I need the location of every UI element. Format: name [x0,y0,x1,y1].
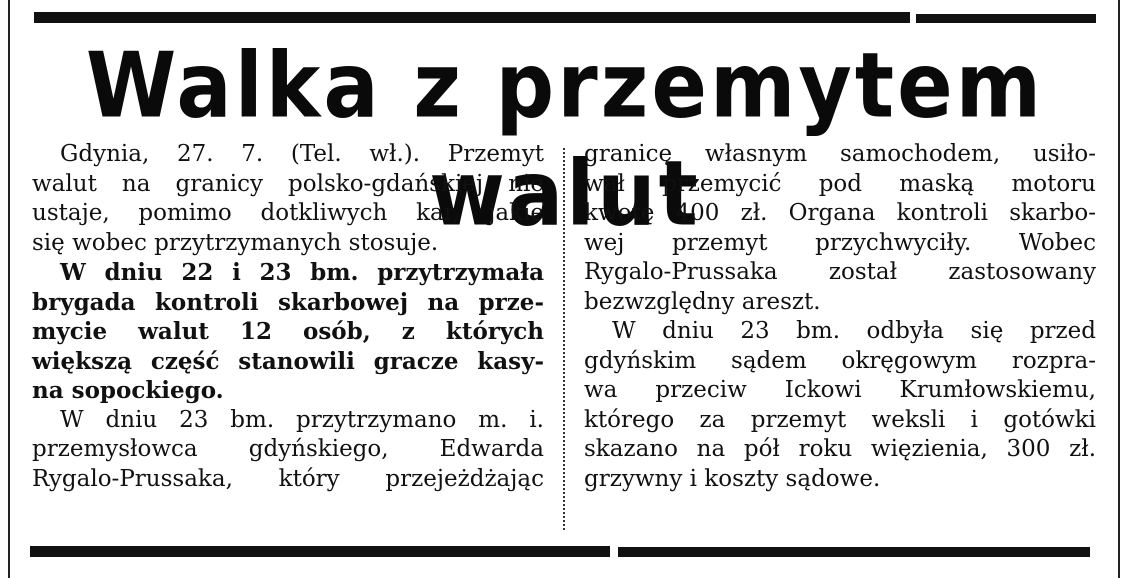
text-line: mycie walut 12 osób, z których [32,318,544,345]
text-line: ustaje, pomimo dotkliwych kar, jakie [32,200,544,226]
text-line: wa przeciw Ickowi Krumłowskiemu, [584,377,1096,403]
top-rule [34,12,910,23]
text-line: większą część stanowili gracze kasy- [32,347,544,375]
left-column [32,140,544,494]
text-line: gdyńskim sądem okręgowym rozpra- [584,347,1096,374]
text-line: brygada kontroli skarbowej na prze- [32,288,544,316]
paragraph-4 [584,140,1096,317]
text-line: na sopockiego. [32,377,224,404]
text-line: wej przemyt przychwyciły. Wobec [584,229,1096,256]
text-line: skazano na pół roku więzienia, 300 zł. [584,436,1096,462]
text-line: bezwzględny areszt. [584,288,821,315]
text-line: granicę własnym samochodem, usiło- [584,141,1096,167]
bottom-rule-right [618,547,1090,557]
top-rule-short [916,14,1096,23]
text-line: wał przemycić pod maską motoru [584,170,1096,197]
paragraph-3 [32,406,544,495]
right-column [584,140,1096,494]
text-line: się wobec przytrzymanych stosuje. [32,229,439,256]
text-line: W dniu 23 bm. przytrzymano m. i. [60,406,544,433]
headline: Walka z przemytem walut [85,34,1045,247]
paragraph-1 [32,140,544,258]
right-border-line [1118,0,1120,578]
text-line: Rygalo-Prussaka został zastosowany [584,259,1096,285]
text-line: kwotę 400 zł. Organa kontroli skarbo- [584,200,1096,226]
text-line: W dniu 22 i 23 bm. przytrzymała [60,259,544,286]
text-line: W dniu 23 bm. odbyła się przed [612,318,1096,344]
text-line: Gdynia, 27. 7. (Tel. wł.). Przemyt [60,141,544,167]
paragraph-5 [584,317,1096,494]
bottom-rule [30,546,610,557]
text-line: którego za przemyt weksli i gotówki [584,406,1096,433]
text-line: walut na granicy polsko-gdańskiej nie [32,170,544,197]
column-divider [563,148,565,530]
text-line: Rygalo-Prussaka, który przejeżdżając [32,465,544,492]
left-border-line [8,0,10,578]
text-line: przemysłowca gdyńskiego, Edwarda [32,436,544,462]
text-line: grzywny i koszty sądowe. [584,465,881,492]
paragraph-2 [32,258,544,406]
